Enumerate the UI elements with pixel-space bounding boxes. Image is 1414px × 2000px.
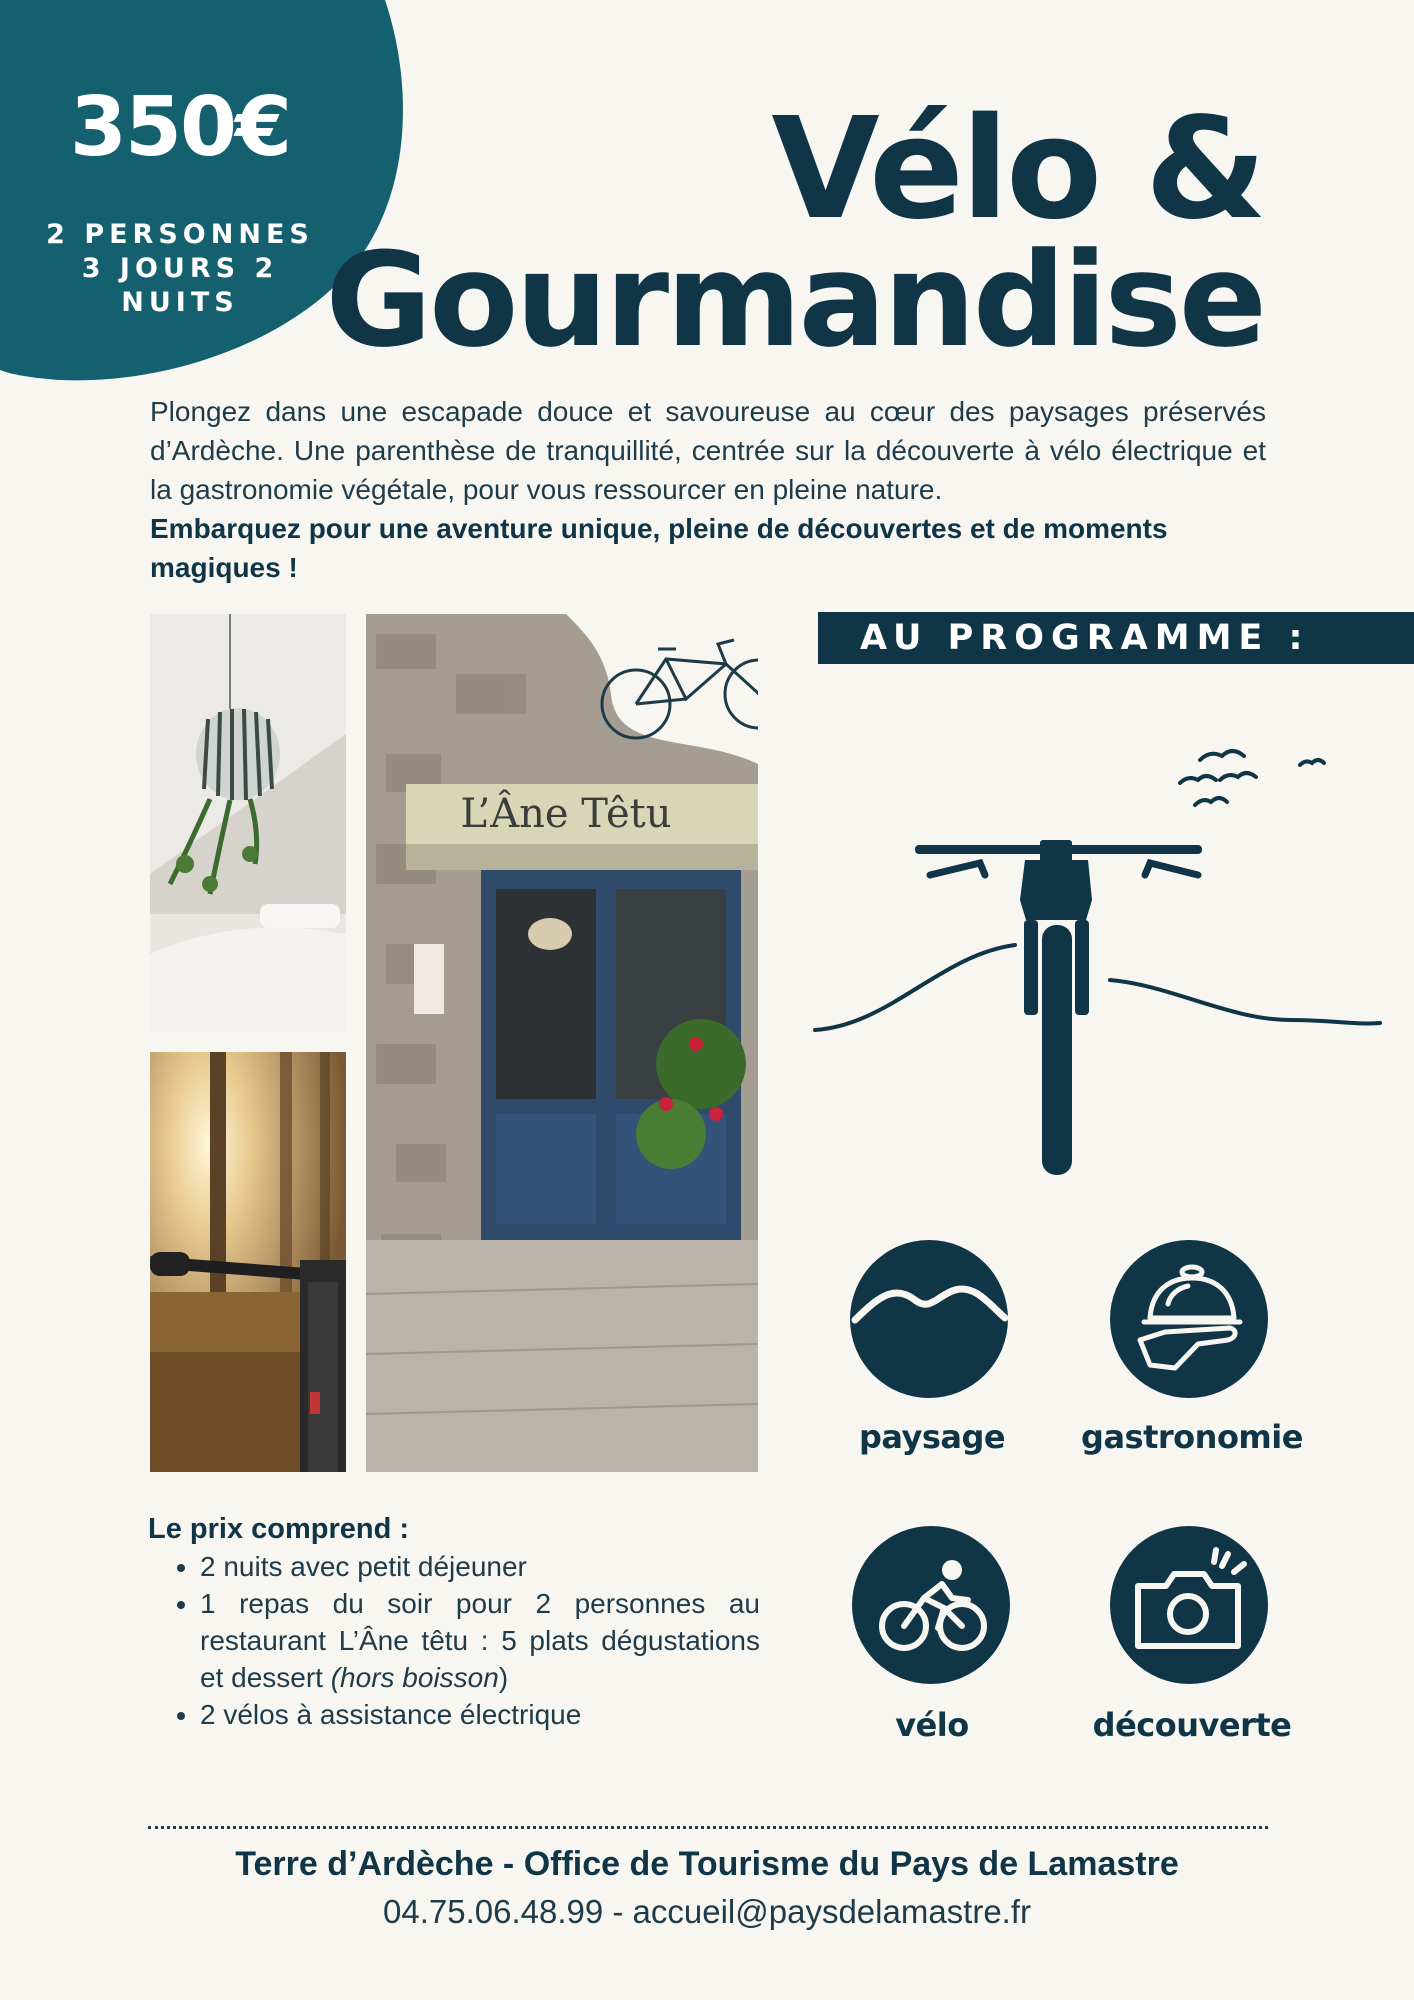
italic-note: (hors boisson — [330, 1662, 499, 1693]
days-nights: 3 JOURS 2 NUITS — [81, 253, 279, 318]
programme-label-velo: vélo — [895, 1706, 969, 1744]
includes-list — [148, 1548, 760, 1733]
forest-bike-photo — [150, 1052, 346, 1472]
restaurant-photo — [366, 614, 758, 1472]
decouverte-icon-circle — [1110, 1526, 1268, 1684]
footer-contact: 04.75.06.48.99 - accueil@paysdelamastre.fr — [382, 1893, 1032, 1930]
cyclist-icon — [852, 1526, 1010, 1684]
bedroom-photo — [150, 614, 346, 1032]
programme-label-decouverte: découverte — [1092, 1706, 1292, 1744]
footer-organization: Terre d’Ardèche - Office de Tourisme du Pays de Lamastre — [235, 1845, 1179, 1883]
velo-icon-circle — [852, 1526, 1010, 1684]
programme-label-paysage: paysage — [858, 1418, 1006, 1456]
duration-info — [20, 218, 340, 320]
intro-highlight: Embarquez pour une aventure unique, pleine de découvertes et de moments magiques ! — [150, 513, 1168, 583]
mountain-icon — [850, 1240, 1008, 1398]
price: 350€ — [69, 80, 291, 175]
title-line-1: Vélo & — [771, 88, 1264, 251]
intro-text: Plongez dans une escapade douce et savoureuse au cœur des paysages préservés d’Ardèche. Une parenthèse de tranquillité, centrée sur la découverte à vélo électrique et la gastronomie végétale, pour vous ressourcer en pleine nature. — [150, 396, 1266, 505]
price-includes — [148, 1510, 760, 1733]
restaurant-sign: L’Âne Têtu — [460, 791, 672, 837]
title-line-2: Gourmandise — [325, 224, 1264, 376]
list-item: • 2 nuits avec petit déjeuner — [200, 1548, 760, 1585]
programme-label-gastronomie: gastronomie — [1081, 1418, 1303, 1456]
persons-count: 2 PERSONNES — [46, 219, 314, 250]
list-item: • 2 vélos à assistance électrique — [200, 1696, 760, 1733]
cloche-icon — [1110, 1240, 1268, 1398]
list-item: • 1 repas du soir pour 2 personnes au restaurant L’Âne têtu : 5 plats dégustations et dessert (hors boisson) — [200, 1585, 760, 1696]
gastronomie-icon-circle — [1110, 1240, 1268, 1398]
footer-divider — [148, 1826, 1268, 1829]
handlebar-illustration-icon — [810, 735, 1390, 1195]
camera-icon — [1110, 1526, 1268, 1684]
includes-title: Le prix comprend : — [148, 1513, 410, 1545]
page-title — [325, 88, 1264, 376]
intro-paragraph — [150, 392, 1266, 587]
paysage-icon-circle — [850, 1240, 1008, 1398]
programme-heading: AU PROGRAMME : — [818, 612, 1414, 664]
